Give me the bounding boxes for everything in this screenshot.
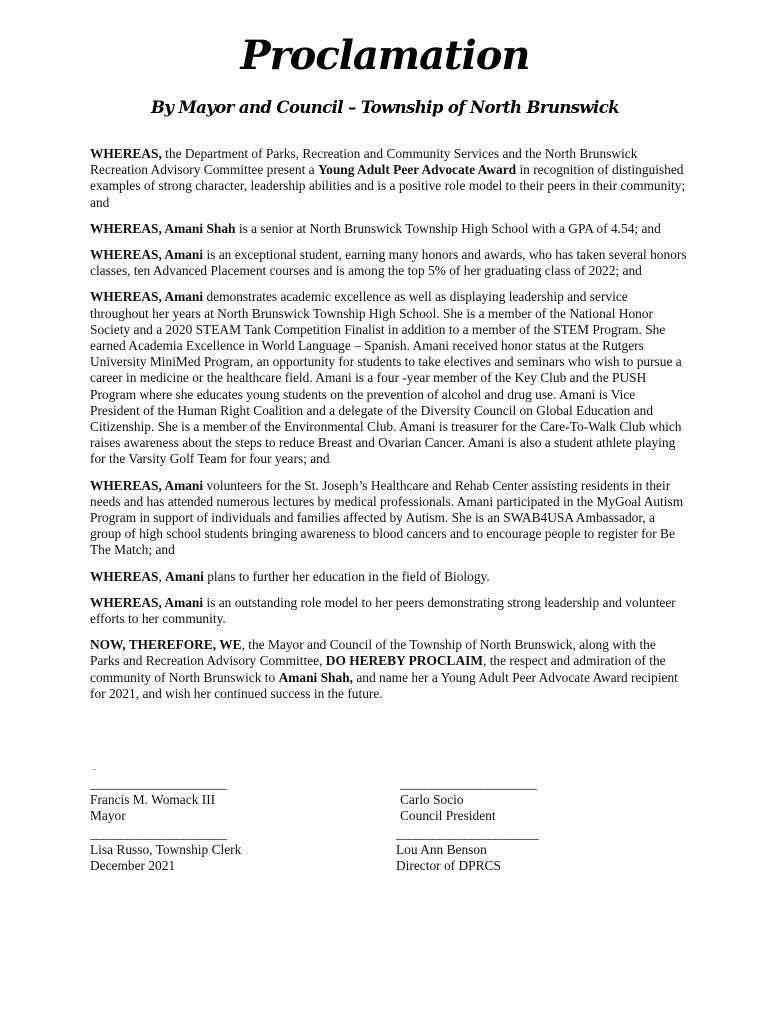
paragraph-proclaim [90, 637, 688, 702]
signature-line: ______________________ [90, 826, 227, 841]
signer-title: Director of DPRCS [396, 858, 501, 874]
student-name: Amani [165, 568, 204, 584]
para-lead: WHEREAS, Amani Shah [90, 220, 236, 236]
para-text: plans to further her education in the field of Biology. [203, 568, 490, 584]
signature-line: ______________________ [400, 776, 537, 791]
paragraph-honors [90, 247, 688, 279]
paragraph-role-model [90, 595, 688, 627]
signer-title: December 2021 [90, 858, 176, 874]
para-lead: WHEREAS, Amani [90, 594, 204, 610]
para-lead: WHEREAS, [90, 146, 162, 161]
signature-line: ______________________ [90, 776, 227, 791]
para-text: is an outstanding role model to her peers demonstrating strong leadership and volunteer efforts to her community. [90, 594, 676, 627]
proclamation-title: Proclamation [240, 32, 530, 79]
para-text: and name her a Young Adult Peer Advocate Award recipient for 2021, and wish her continued success in the future. [90, 669, 678, 701]
signature-block-clerk [90, 826, 241, 875]
paragraph-volunteer [90, 478, 688, 559]
proclaim-phrase: DO HEREBY PROCLAIM [325, 653, 484, 669]
para-text: the Department of Parks, Recreation and Community Services and the North Brunswick Recreation Advisory Committee present a [90, 146, 638, 178]
paragraph-activities [90, 289, 688, 467]
para-lead: NOW, THEREFORE, WE [90, 637, 242, 653]
signature-block-council-president [400, 776, 536, 825]
para-lead: WHEREAS, Amani [90, 247, 204, 263]
signer-title: Mayor [90, 808, 126, 824]
para-lead: WHEREAS [90, 568, 159, 584]
para-text: demonstrates academic excellence as well as displaying leadership and service throughout her years at North Brunswick Township High School. She is a member of the National Honor Society and a 2020 STEAM Tank Competition Finalist in addition to a member of the STEM Program. She earned Academia Excellence in World Language – Spanish. Amani received honor status at the Rutgers University MiniMed Program, an opportunity for students to take electives and seminars who wish to pursue a career in medicine or the healthcare field. Amani is a four -year member of the Key Club and the PUSH Program where she educates young students on the prevention of alcohol and drug use. Amani is Vice President of the Human Right Coalition and a delegate of the Diversity Council on Global Education and Citizenship. She is a member of the Environmental Club. Amani is treasurer for the Care-To-Walk Club which raises awareness about the steps to reduce Breast and Ovarian Cancer. Amani is also a student athlete playing for the Varsity Golf Team for four years; and [90, 289, 682, 467]
signer-name: Lisa Russo, Township Clerk [90, 842, 242, 858]
student-name: Amani Shah, [278, 669, 353, 685]
signature-block-mayor [90, 776, 226, 825]
stray-mark: – [92, 764, 96, 773]
proclamation-subtitle: By Mayor and Council – Township of North Brunswick [151, 98, 619, 117]
signer-name: Francis M. Womack III [90, 792, 216, 808]
proclamation-body [90, 146, 688, 712]
para-text: is an exceptional student, earning many honors and awards, who has taken several honors classes, ten Advanced Placement courses and is among the top 5% of her graduating class of 2022; and [90, 247, 687, 279]
signer-title: Council President [400, 808, 496, 824]
signer-name: Carlo Socio [400, 792, 464, 808]
signature-line: _______________________ [396, 826, 539, 841]
para-text: , [158, 568, 166, 584]
paragraph-award [90, 146, 688, 211]
paragraph-education [90, 569, 688, 585]
para-lead: WHEREAS, Amani [90, 289, 204, 305]
para-text: , the respect and admiration of the community of North Brunswick to [90, 653, 666, 685]
para-text: , the Mayor and Council of the Township of North Brunswick, along with the Parks and Recreation Advisory Committee, [90, 637, 656, 669]
para-text: is a senior at North Brunswick Township High School with a GPA of 4.54; and [235, 220, 661, 236]
signature-block-director [396, 826, 539, 875]
para-text: volunteers for the St. Joseph’s Healthcare and Rehab Center assisting residents in their needs and has attended numerous lectures by medical professionals. Amani participated in the MyGoal Autism Program in support of individuals and families affected by Autism. She is an SWAB4USA Ambassador, a group of high school students bringing awareness to blood cancers and to encourage people to register for Be The Match; and [90, 477, 684, 558]
para-text: in recognition of distinguished examples of strong character, leadership abilities and is a positive role model to their peers in their community; and [90, 162, 686, 210]
award-name: Young Adult Peer Advocate Award [317, 162, 517, 178]
signer-name: Lou Ann Benson [396, 842, 487, 858]
paragraph-gpa [90, 221, 688, 237]
para-lead: WHEREAS, Amani [90, 477, 204, 493]
